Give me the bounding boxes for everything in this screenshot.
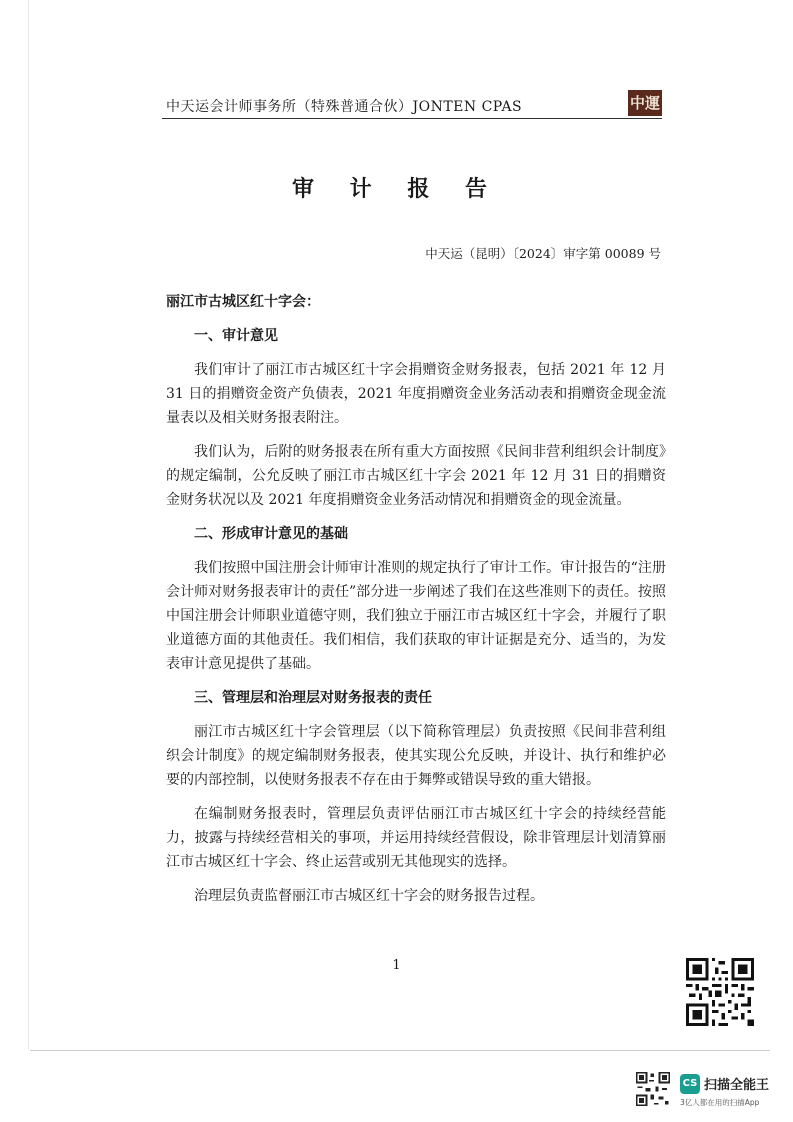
section-heading: 二、形成审计意见的基础: [194, 526, 348, 542]
scanner-app-name: 扫描全能王: [704, 1078, 770, 1093]
reference-number: 中天运（昆明）〔2024〕审字第 00089 号: [425, 246, 661, 261]
section-management-responsibility: [166, 686, 666, 908]
firm-header: 中天运会计师事务所（特殊普通合伙）JONTEN CPAS: [166, 99, 523, 115]
section-heading: 三、管理层和治理层对财务报表的责任: [194, 690, 432, 706]
camscanner-logo-icon: CS: [680, 1074, 700, 1094]
paragraph: 我们按照中国注册会计师审计准则的规定执行了审计工作。审计报告的“注册会计师对财务报表审计的责任”部分进一步阐述了我们在这些准则下的责任。按照中国注册会计师职业道德守则，我们独立于丽江市古城区红十字会，并履行了职业道德方面的其他责任。我们相信，我们获取的审计证据是充分、适当的，为发表审计意见提供了基础。: [166, 560, 666, 672]
report-body: [166, 290, 666, 918]
scan-edge-line: [28, 0, 29, 1050]
section-audit-opinion: [166, 324, 666, 512]
header-divider: [162, 118, 662, 119]
page-number: 1: [392, 958, 401, 973]
firm-logo-icon: 中運: [628, 90, 662, 116]
paragraph: 我们审计了丽江市古城区红十字会捐赠资金财务报表，包括 2021 年 12 月 31 日的捐赠资金资产负债表，2021 年度捐赠资金业务活动表和捐赠资金现金流量表以及相关财务报表附注。: [166, 362, 666, 426]
footer-divider: [30, 1050, 770, 1051]
paragraph: 我们认为，后附的财务报表在所有重大方面按照《民间非营利组织会计制度》的规定编制，公允反映了丽江市古城区红十字会 2021 年 12 月 31 日的捐赠资金财务状况以及 2021 年度捐赠资金业务活动情况和捐赠资金的现金流量。: [166, 444, 666, 508]
paragraph: 丽江市古城区红十字会管理层（以下简称管理层）负责按照《民间非营利组织会计制度》的规定编制财务报表，使其实现公允反映，并设计、执行和维护必要的内部控制，以使财务报表不存在由于舞弊或错误导致的重大错报。: [166, 724, 666, 788]
scanner-tagline: 3亿人都在用的扫描App: [680, 1098, 760, 1107]
scanner-qr-code-icon: [636, 1072, 670, 1106]
paragraph: 治理层负责监督丽江市古城区红十字会的财务报告过程。: [194, 888, 544, 904]
document-title: 审 计 报 告: [292, 177, 501, 202]
paragraph: 在编制财务报表时，管理层负责评估丽江市古城区红十字会的持续经营能力，披露与持续经营相关的事项，并运用持续经营假设，除非管理层计划清算丽江市古城区红十字会、终止运营或别无其他现实的选择。: [166, 806, 666, 870]
addressee: 丽江市古城区红十字会：: [166, 294, 320, 310]
section-basis-for-opinion: [166, 522, 666, 676]
document-qr-code-icon: [686, 958, 754, 1026]
section-heading: 一、审计意见: [194, 328, 278, 344]
